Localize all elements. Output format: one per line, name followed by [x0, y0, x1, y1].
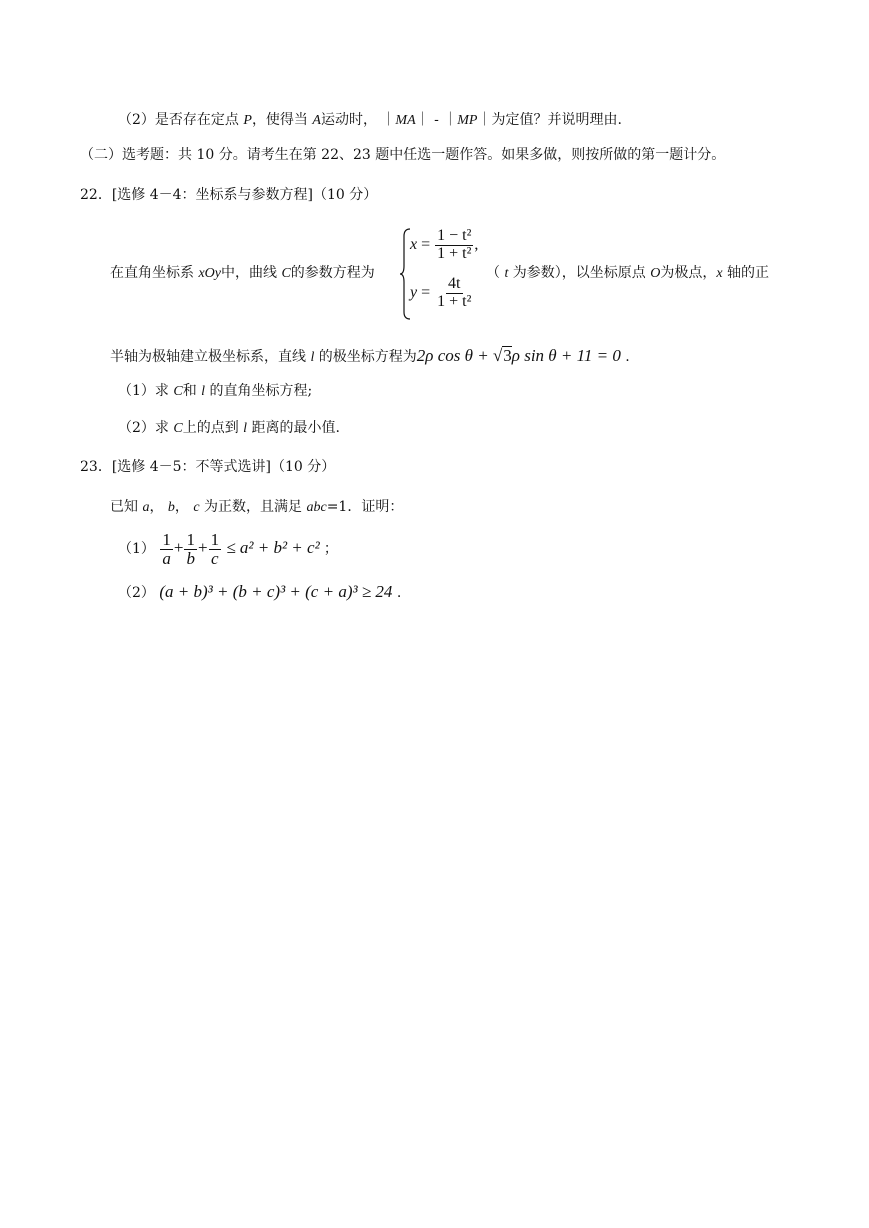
q23-given-c: =1．证明：: [326, 499, 404, 515]
q22-line2-text-b: 的极坐标方程为: [318, 349, 417, 365]
x-numerator: 1 − t²: [437, 227, 472, 244]
segment-ma: MA: [395, 113, 416, 128]
q22-intro-text-d: 为极点，: [660, 265, 717, 281]
q21-part2-label: （2）: [118, 112, 155, 128]
plus-sign: +: [197, 538, 208, 557]
y-lhs: y: [410, 283, 418, 301]
y-numerator: 4t: [448, 275, 461, 292]
sep: ，: [174, 499, 189, 515]
q22-heading: 22．[选修 4－4：坐标系与参数方程]（10 分）: [80, 187, 378, 203]
minus-sign: -: [434, 112, 439, 128]
x-comma: ,: [474, 235, 479, 253]
curve-c: C: [281, 266, 291, 281]
q23-part2: [118, 580, 401, 605]
q22-p1-c: C: [173, 384, 183, 399]
q22-p2-l: l: [243, 421, 248, 436]
q22-intro-right: [486, 263, 769, 284]
frac-den-a: a: [162, 548, 171, 568]
q22-part2: [118, 418, 340, 439]
var-c: c: [193, 500, 200, 515]
origin-o: O: [650, 266, 661, 281]
polar-eq-part-b: ρ sin θ + 11 = 0: [511, 346, 621, 365]
y-eq-sign: =: [417, 283, 435, 301]
line-l: l: [310, 350, 315, 365]
q21-part2-text-2: ，使得当: [251, 112, 308, 128]
q22-p2-mid: 上的点到: [182, 420, 239, 436]
y-denominator: 1 + t²: [437, 292, 472, 310]
segment-mp: MP: [457, 113, 478, 128]
x-lhs: x: [410, 235, 418, 253]
q22-intro-text-c: 的参数方程为: [290, 265, 375, 281]
point-p: P: [243, 113, 252, 128]
abs-bar: ｜: [381, 112, 396, 128]
q22-intro-text-a: 在直角坐标系: [110, 265, 194, 281]
x-equation: [410, 228, 478, 263]
abs-bar: ｜: [415, 112, 430, 128]
q22-polar-line: [110, 344, 630, 370]
param-note-open: （: [486, 265, 500, 281]
x-fraction: [435, 228, 473, 263]
frac-1-over-c: [209, 531, 222, 568]
point-a: A: [312, 113, 321, 128]
sep: ，: [149, 499, 164, 515]
q22-p1-mid: 和: [182, 383, 197, 399]
q22-line2-text-a: 半轴为极轴建立极坐标系，直线: [110, 349, 306, 365]
abs-bar: ｜: [477, 112, 492, 128]
q23-part1: [118, 528, 338, 569]
x-eq-sign: =: [417, 235, 435, 253]
frac-num: 1: [210, 529, 220, 549]
q22-p2-end: 距离的最小值.: [251, 420, 340, 436]
q22-p2-c: C: [173, 421, 183, 436]
polar-period: .: [620, 349, 630, 365]
q22-intro-text-e: 轴的正: [727, 265, 770, 281]
var-a: a: [142, 500, 150, 515]
y-equation: [410, 276, 474, 311]
q22-part1: [118, 381, 312, 402]
inequality-2: (a + b)³ + (b + c)³ + (c + a)³ ≥ 24: [159, 582, 393, 601]
frac-1-over-a: [160, 531, 173, 568]
frac-den-c: c: [211, 548, 219, 568]
q23-p2-label: （2）: [118, 585, 155, 601]
q23-heading: 23．[选修 4－5：不等式选讲]（10 分）: [80, 459, 336, 475]
q22-p1-label: （1）求: [118, 383, 169, 399]
q21-part2-text-4: 为定值？并说明理由.: [491, 112, 622, 128]
q23-p1-end: ；: [323, 541, 338, 557]
q22-intro-text-b: 中，曲线: [221, 265, 277, 281]
q22-intro-left: [110, 263, 375, 284]
sqrt-sign-icon: √: [492, 346, 503, 365]
x-axis-label: x: [716, 266, 723, 281]
x-denominator: 1 + t²: [437, 244, 472, 262]
polar-equation: [417, 346, 621, 365]
q23-p1-label: （1）: [118, 541, 155, 557]
section2-heading: （二）选考题：共 10 分。请考生在第 22、23 题中任选一题作答。如果多做，则按所做的第一题计分。: [80, 147, 726, 163]
frac-num: 1: [186, 529, 195, 549]
q23-given-a: 已知: [110, 499, 138, 515]
q21-part2-line: [118, 110, 622, 131]
sqrt-radicand: 3: [503, 346, 512, 365]
polar-eq-part-a: 2ρ cos θ +: [416, 346, 493, 365]
plus-sign: +: [173, 538, 184, 557]
q22-p1-l: l: [201, 384, 206, 399]
q23-given: [110, 497, 403, 518]
inequality-1: [159, 529, 324, 568]
inequality-1-rhs: ≤ a² + b² + c²: [226, 538, 320, 557]
q21-part2-text-1: 是否存在定点: [154, 112, 239, 128]
frac-1-over-b: [184, 531, 197, 568]
coord-system-xoy: xOy: [198, 266, 221, 281]
y-fraction: [435, 276, 473, 311]
q23-p2-end: .: [392, 585, 402, 601]
q23-given-b: 为正数，且满足: [204, 499, 303, 515]
frac-num: 1: [162, 529, 171, 549]
q21-part2-text-3: 运动时，: [320, 112, 377, 128]
abs-bar: ｜: [443, 112, 458, 128]
q22-p1-end: 的直角坐标方程;: [209, 383, 313, 399]
var-b: b: [167, 500, 175, 515]
q22-p2-label: （2）求: [118, 420, 169, 436]
param-t: t: [504, 266, 509, 281]
frac-den-b: b: [186, 548, 195, 568]
product-abc: abc: [306, 500, 327, 515]
param-note-text: 为参数），以坐标原点: [512, 265, 646, 281]
